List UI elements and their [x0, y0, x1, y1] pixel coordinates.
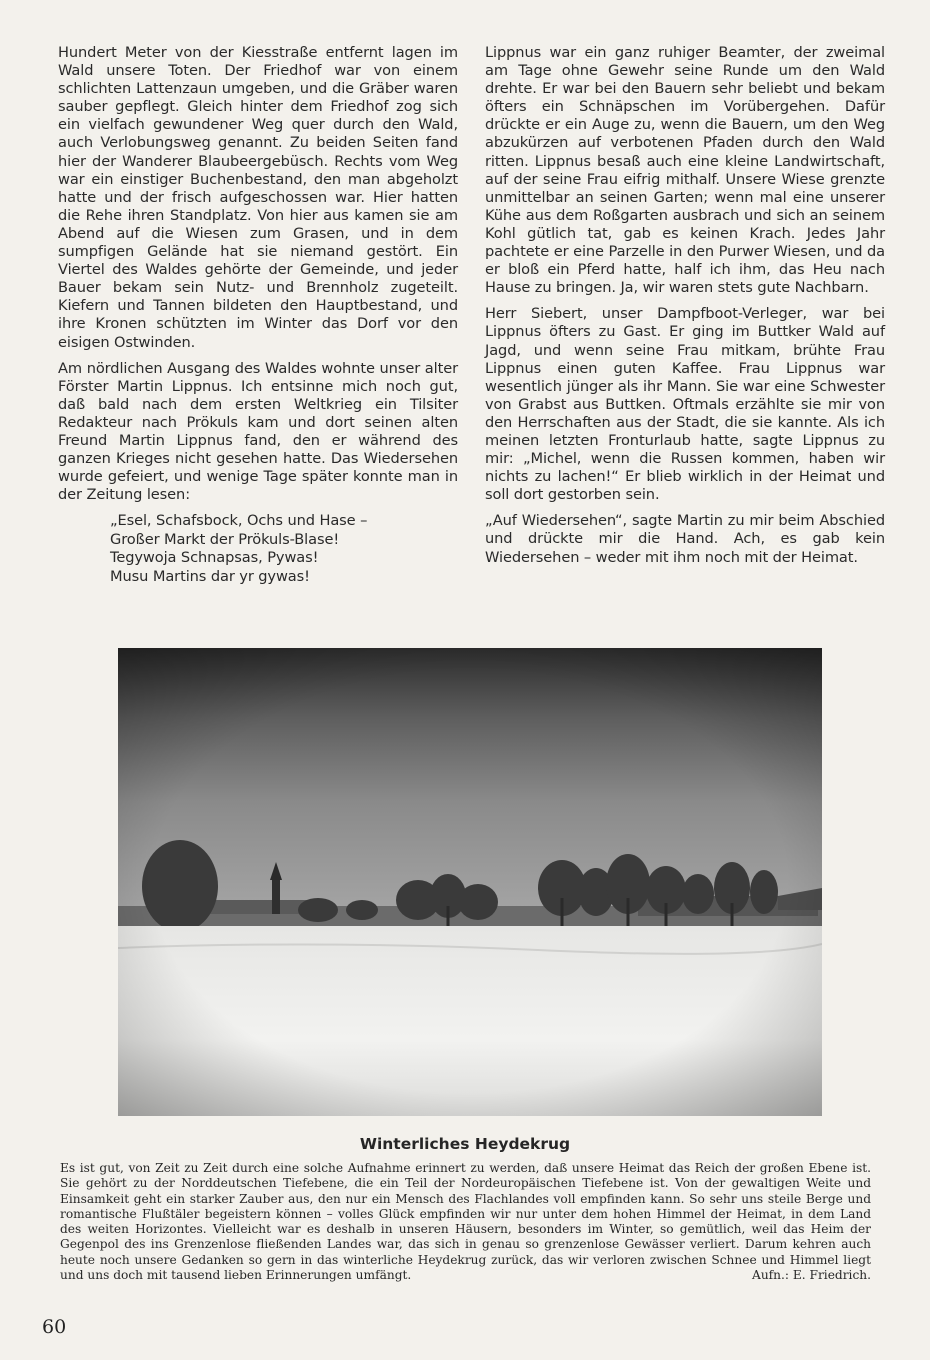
paragraph: Herr Siebert, unser Dampfboot-Verleger, war bei Lippnus öfters zu Gast. Er ging im Buttker Wald auf Jagd, und wenn seine Frau mitkam, brühte Frau Lippnus einen guten Kaffee. Frau Lippnus war wesentlich jünger als ihr Mann. Sie war eine Schwester von Grabst aus Buttken. Oftmals erzählte sie mir von den Herrschaften aus der Stadt, die sie kannte. Als ich meinen letzten Fronturlaub hatte, sagte Lippnus zu mir: „Michel, wenn die Russen kommen, haben wir nichts zu lachen!“ Er blieb wirklich in der Heimat und soll dort gestorben sein.: [485, 305, 885, 504]
right-column: [485, 44, 885, 575]
verse-line: Tegywoja Schnapsas, Pywas!: [110, 549, 319, 567]
verse-line: Musu Martins dar yr gywas!: [110, 567, 310, 585]
left-column: [58, 44, 458, 586]
photo-credit: Aufn.: E. Friedrich.: [752, 1268, 871, 1283]
page-number: 60: [42, 1316, 67, 1338]
caption-body: Es ist gut, von Zeit zu Zeit durch eine solche Aufnahme erinnert zu werden, daß unsere Heimat das Reich der großen Ebene ist. Sie gehört zu der Norddeutschen Tiefebene, die ein Teil der Nordeuropäischen Tiefebene ist. Von der gewaltigen Weite und Einsamkeit geht ein starker Zauber aus, den nur ein Mensch des Flachlandes voll empfinden kann. So sehr uns steile Berge und romantische Flußtäler begeistern können – volles Glück empfinden wir nur unter dem hohen Himmel der Heimat, in dem Land des weiten Horizontes. Vielleicht war es deshalb in unseren Häusern, besonders im Winter, so gemütlich, weil das Heim der Gegenpol des ins Grenzenlose fließenden Landes war, das sich in genau so grenzenlose Gewässer verliert. Darum kehren auch heute noch unsere Gedanken so gern in das winterliche Heydekrug zurück, das wir verloren zwischen Schnee und Himmel liegt und uns doch mit tausend lieben Erinnerungen umfängt.: [60, 1161, 871, 1283]
verse: [110, 512, 458, 586]
paragraph: Am nördlichen Ausgang des Waldes wohnte unser alter Förster Martin Lippnus. Ich entsinne mich noch gut, daß bald nach dem ersten Weltkrieg ein Tilsiter Redakteur nach Prökuls kam und dort seinen alten Freund Martin Lippnus fand, den er während des ganzen Krieges nicht gesehen hatte. Das Wiedersehen wurde gefeiert, und wenige Tage später konnte man in der Zeitung lesen:: [58, 359, 458, 504]
photo-illustration: [118, 648, 822, 1116]
paragraph: „Auf Wiedersehen“, sagte Martin zu mir beim Abschied und drückte mir die Hand. Ach, es gab kein Wiedersehen – weder mit ihm noch mit der Heimat.: [485, 512, 885, 566]
caption-title: Winterliches Heydekrug: [359, 1135, 571, 1153]
winter-landscape-photo: [118, 648, 822, 1116]
verse-line: Großer Markt der Prökuls-Blase!: [110, 530, 340, 548]
paragraph: Hundert Meter von der Kiesstraße entfernt lagen im Wald unsere Toten. Der Friedhof war von einem schlichten Lattenzaun umgeben, und die Gräber waren sauber gepflegt. Gleich hinter dem Friedhof zog sich ein vielfach gewundener Weg quer durch den Wald, auch Verlobungsweg genannt. Zu beiden Seiten fand hier der Wanderer Blaubeergebüsch. Rechts vom Weg war ein einstiger Buchenbestand, den man abgeholzt hatte und der frisch aufgeschossen war. Hier hatten die Rehe ihren Standplatz. Von hier aus kamen sie am Abend auf die Wiesen zum Grasen, und in dem sumpfigen Gelände hat sie niemand gestört. Ein Viertel des Waldes gehörte der Gemeinde, und jeder Bauer bekam sein Nutz- und Brennholz zugeteilt. Kiefern und Tannen bildeten den Hauptbestand, und ihre Kronen schützten im Winter das Dorf vor den eisigen Ostwinden.: [58, 44, 458, 351]
paragraph: Lippnus war ein ganz ruhiger Beamter, der zweimal am Tage ohne Gewehr seine Runde um den Wald drehte. Er war bei den Bauern sehr beliebt und bekam öfters ein Schnäpschen im Vorübergehen. Dafür drückte er ein Auge zu, wenn die Bauern, um den Weg abzukürzen auf verbotenen Pfaden durch den Wald ritten. Lippnus besaß auch eine kleine Landwirtschaft, auf der seine Frau eifrig mithalf. Unsere Wiese grenzte unmittelbar an seinen Garten; wenn mal eine unserer Kühe aus dem Roßgarten ausbrach und sich an seinem Kohl gütlich tat, gab es keinen Krach. Jedes Jahr pachtete er eine Parzelle in den Purwer Wiesen, und da er bloß ein Pferd hatte, half ich ihm, das Heu nach Hause zu bringen. Ja, wir waren stets gute Nachbarn.: [485, 44, 885, 297]
caption: [60, 1161, 871, 1283]
verse-line: „Esel, Schafsbock, Ochs und Hase –: [110, 512, 368, 530]
